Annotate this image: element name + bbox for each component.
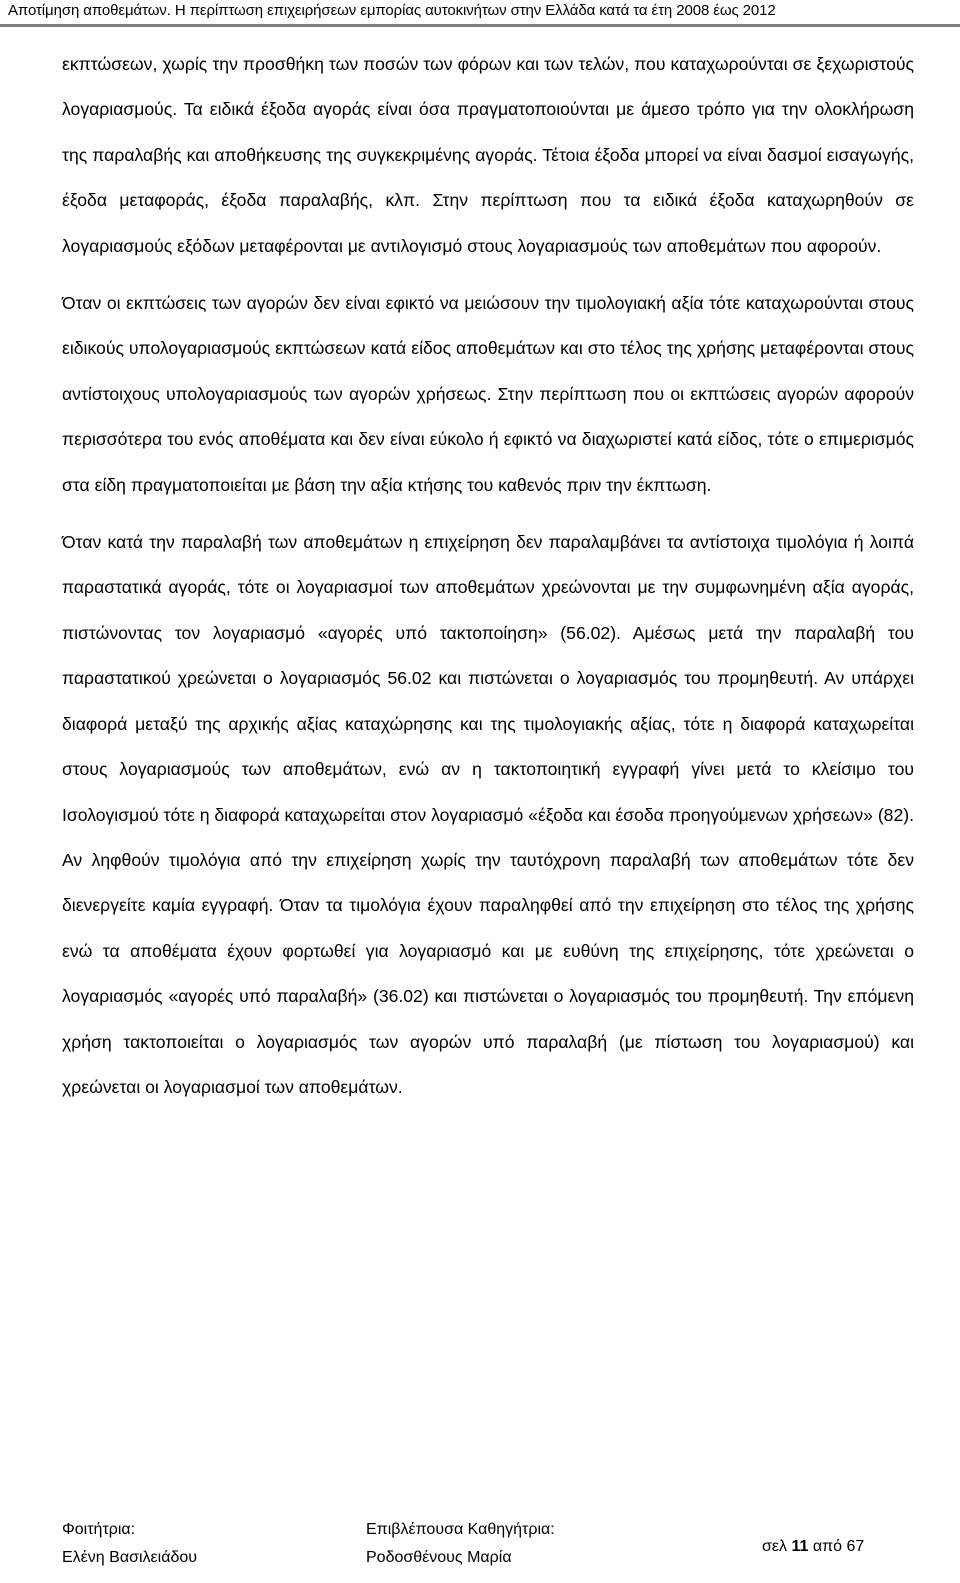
page-number <box>762 1533 864 1561</box>
header-title: Αποτίμηση αποθεμάτων. Η περίπτωση επιχειρήσεων εμπορίας αυτοκινήτων στην Ελλάδα κατά τα έτη 2008 έως 2012 <box>8 2 776 19</box>
page-prefix: σελ <box>762 1538 788 1555</box>
page-separator: από <box>812 1538 843 1555</box>
total-pages: 67 <box>846 1538 865 1555</box>
student-label: Φοιτήτρια: <box>62 1521 136 1538</box>
current-page: 11 <box>791 1538 809 1555</box>
header-divider <box>0 24 960 27</box>
paragraph-3: Όταν κατά την παραλαβή των αποθεμάτων η επιχείρηση δεν παραλαμβάνει τα αντίστοιχα τιμολόγια ή λοιπά παραστατικά αγοράς, τότε οι λογαριασμοί των αποθεμάτων χρεώνονται με την συμφωνημένη αξία αγοράς, πιστώνοντας τον λογαριασμό «αγορές υπό τακτοποίηση» (56.02). Αμέσως μετά την παραλαβή του παραστατικού χρεώνεται ο λογαριασμός 56.02 και πιστώνεται ο λογαριασμός του προμηθευτή. Αν υπάρχει διαφορά μεταξύ της αρχικής αξίας καταχώρησης και της τιμολογιακής αξίας, τότε η διαφορά καταχωρείται στους λογαριασμούς των αποθεμάτων, ενώ αν η τακτοποιητική εγγραφή γίνει μετά το κλείσιμο του Ισολογισμού τότε η διαφορά καταχωρείται στον λογαριασμό «έξοδα και έσοδα προηγούμενων χρήσεων» (82). Αν ληφθούν τιμολόγια από την επιχείρηση χωρίς την ταυτόχρονη παραλαβή των αποθεμάτων τότε δεν διενεργείτε καμία εγγραφή. Όταν τα τιμολόγια έχουν παραληφθεί από την επιχείρηση στο τέλος της χρήσης ενώ τα αποθέματα έχουν φορτωθεί για λογαριασμό και με ευθύνη της επιχείρησης, τότε χρεώνεται ο λογαριασμός «αγορές υπό παραλαβή» (36.02) και πιστώνεται ο λογαριασμός του προμηθευτή. Την επόμενη χρήση τακτοποιείται ο λογαριασμός των αγορών υπό παραλαβή (με πίστωση του λογαριασμού) και χρεώνεται οι λογαριασμοί των αποθεμάτων. <box>62 532 914 1097</box>
page-footer <box>0 1512 960 1583</box>
supervisor-label: Επιβλέπουσα Καθηγήτρια: <box>366 1521 555 1538</box>
student-name: Ελένη Βασιλειάδου <box>62 1549 197 1566</box>
paragraph-1: εκπτώσεων, χωρίς την προσθήκη των ποσών των φόρων και των τελών, που καταχωρούνται σε ξεχωριστούς λογαριασμούς. Τα ειδικά έξοδα αγοράς είναι όσα πραγματοποιούνται με άμεσο τρόπο για την ολοκλήρωση της παραλαβής και αποθήκευσης της συγκεκριμένης αγοράς. Τέτοια έξοδα μπορεί να είναι δασμοί εισαγωγής, έξοδα μεταφοράς, έξοδα παραλαβής, κλπ. Στην περίπτωση που τα ειδικά έξοδα καταχωρηθούν σε λογαριασμούς εξόδων μεταφέρονται με αντιλογισμό στους λογαριασμούς των αποθεμάτων που αφορούν. <box>62 54 914 256</box>
paragraph-2: Όταν οι εκπτώσεις των αγορών δεν είναι εφικτό να μειώσουν την τιμολογιακή αξία τότε καταχωρούνται στους ειδικούς υπολογαριασμούς εκπτώσεων κατά είδος αποθεμάτων και στο τέλος της χρήσης μεταφέρονται στους αντίστοιχους υπολογαριασμούς των αγορών χρήσεως. Στην περίπτωση που οι εκπτώσεις αγορών αφορούν περισσότερα του ενός αποθέματα και δεν είναι εύκολο ή εφικτό να διαχωριστεί κατά είδος, τότε ο επιμερισμός στα είδη πραγματοποιείται με βάση την αξία κτήσης του καθενός πριν την έκπτωση. <box>62 293 914 495</box>
supervisor-name: Ροδοσθένους Μαρία <box>366 1549 512 1566</box>
document-body <box>62 42 914 1110</box>
footer-student <box>62 1516 197 1572</box>
footer-supervisor <box>366 1516 555 1572</box>
